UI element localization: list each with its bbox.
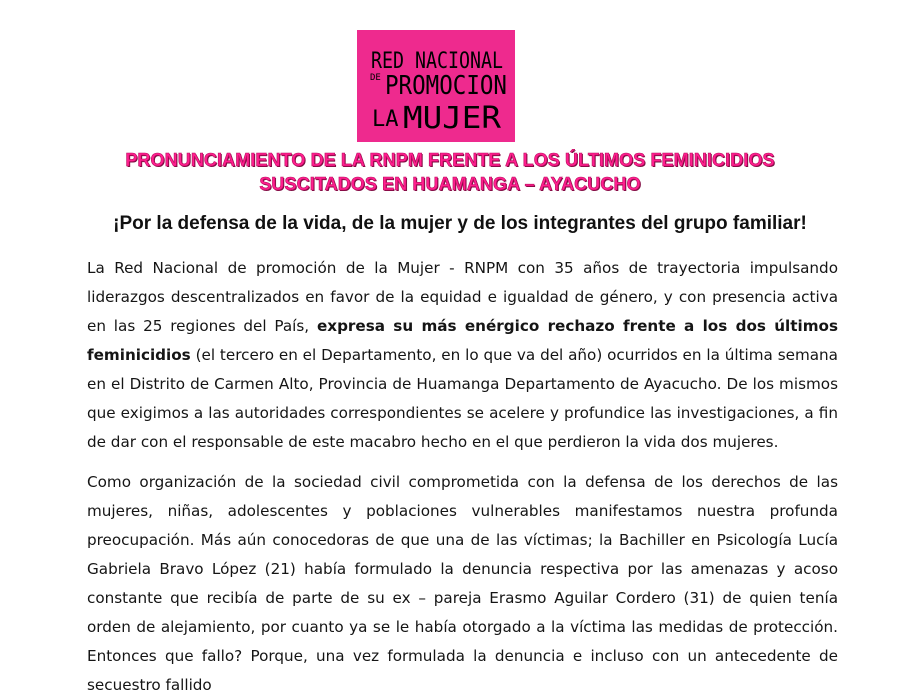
rnpm-logo	[357, 30, 515, 142]
title-line-2: SUSCITADOS EN HUAMANGA – AYACUCHO	[259, 174, 641, 194]
logo-line2: PROMOCION	[385, 71, 507, 101]
paragraph-1-part-2: (el tercero en el Departamento, en lo que va del año) ocurridos en la última semana en el Distrito de Carmen Alto, Provincia de Huamanga Departamento de Ayacucho. De los mismos que exigimos a las autoridades correspondientes se acelere y profundice las investigaciones, a fin de dar con el responsable de este macabro hecho en el que perdieron la vida dos mujeres.	[87, 346, 838, 451]
logo-line3: MUJER	[403, 101, 503, 136]
rnpm-logo-icon	[357, 30, 515, 142]
logo-line3-prefix: LA	[372, 107, 399, 132]
logo-line2-prefix: DE	[370, 73, 381, 83]
paragraph-2: Como organización de la sociedad civil comprometida con la defensa de los derechos de las mujeres, niñas, adolescentes y poblaciones vulnerables manifestamos nuestra profunda preocupación. Más aún conocedoras de que una de las víctimas; la Bachiller en Psicología Lucía Gabriela Bravo López (21) había formulado la denuncia respectiva por las amenazas y acoso constante que recibía de parte de su ex – pareja Erasmo Aguilar Cordero (31) de quien tenía orden de alejamiento, por cuanto ya se le había otorgado a la víctima las medidas de protección. Entonces que fallo? Porque, una vez formulada la denuncia e incluso con un antecedente de secuestro fallido	[87, 473, 838, 694]
logo-line1: RED NACIONAL	[371, 49, 503, 74]
document-body	[87, 254, 838, 700]
paragraph-1-part-1: La Red Nacional de promoción de la Mujer - RNPM con 35 años de trayectoria impulsando liderazgos descentralizados en favor de la equidad e igualdad de género, y con presencia activa en las 25 regiones del País,	[87, 259, 838, 335]
title-line-1: PRONUNCIAMIENTO DE LA RNPM FRENTE A LOS ÚLTIMOS FEMINICIDIOS	[125, 150, 775, 170]
paragraph-1-bold: expresa su más enérgico rechazo frente a los dos últimos feminicidios	[87, 317, 838, 364]
paragraph-1	[87, 254, 838, 457]
page-title	[0, 148, 900, 196]
subtitle: ¡Por la defensa de la vida, de la mujer y de los integrantes del grupo familiar!	[113, 213, 807, 234]
